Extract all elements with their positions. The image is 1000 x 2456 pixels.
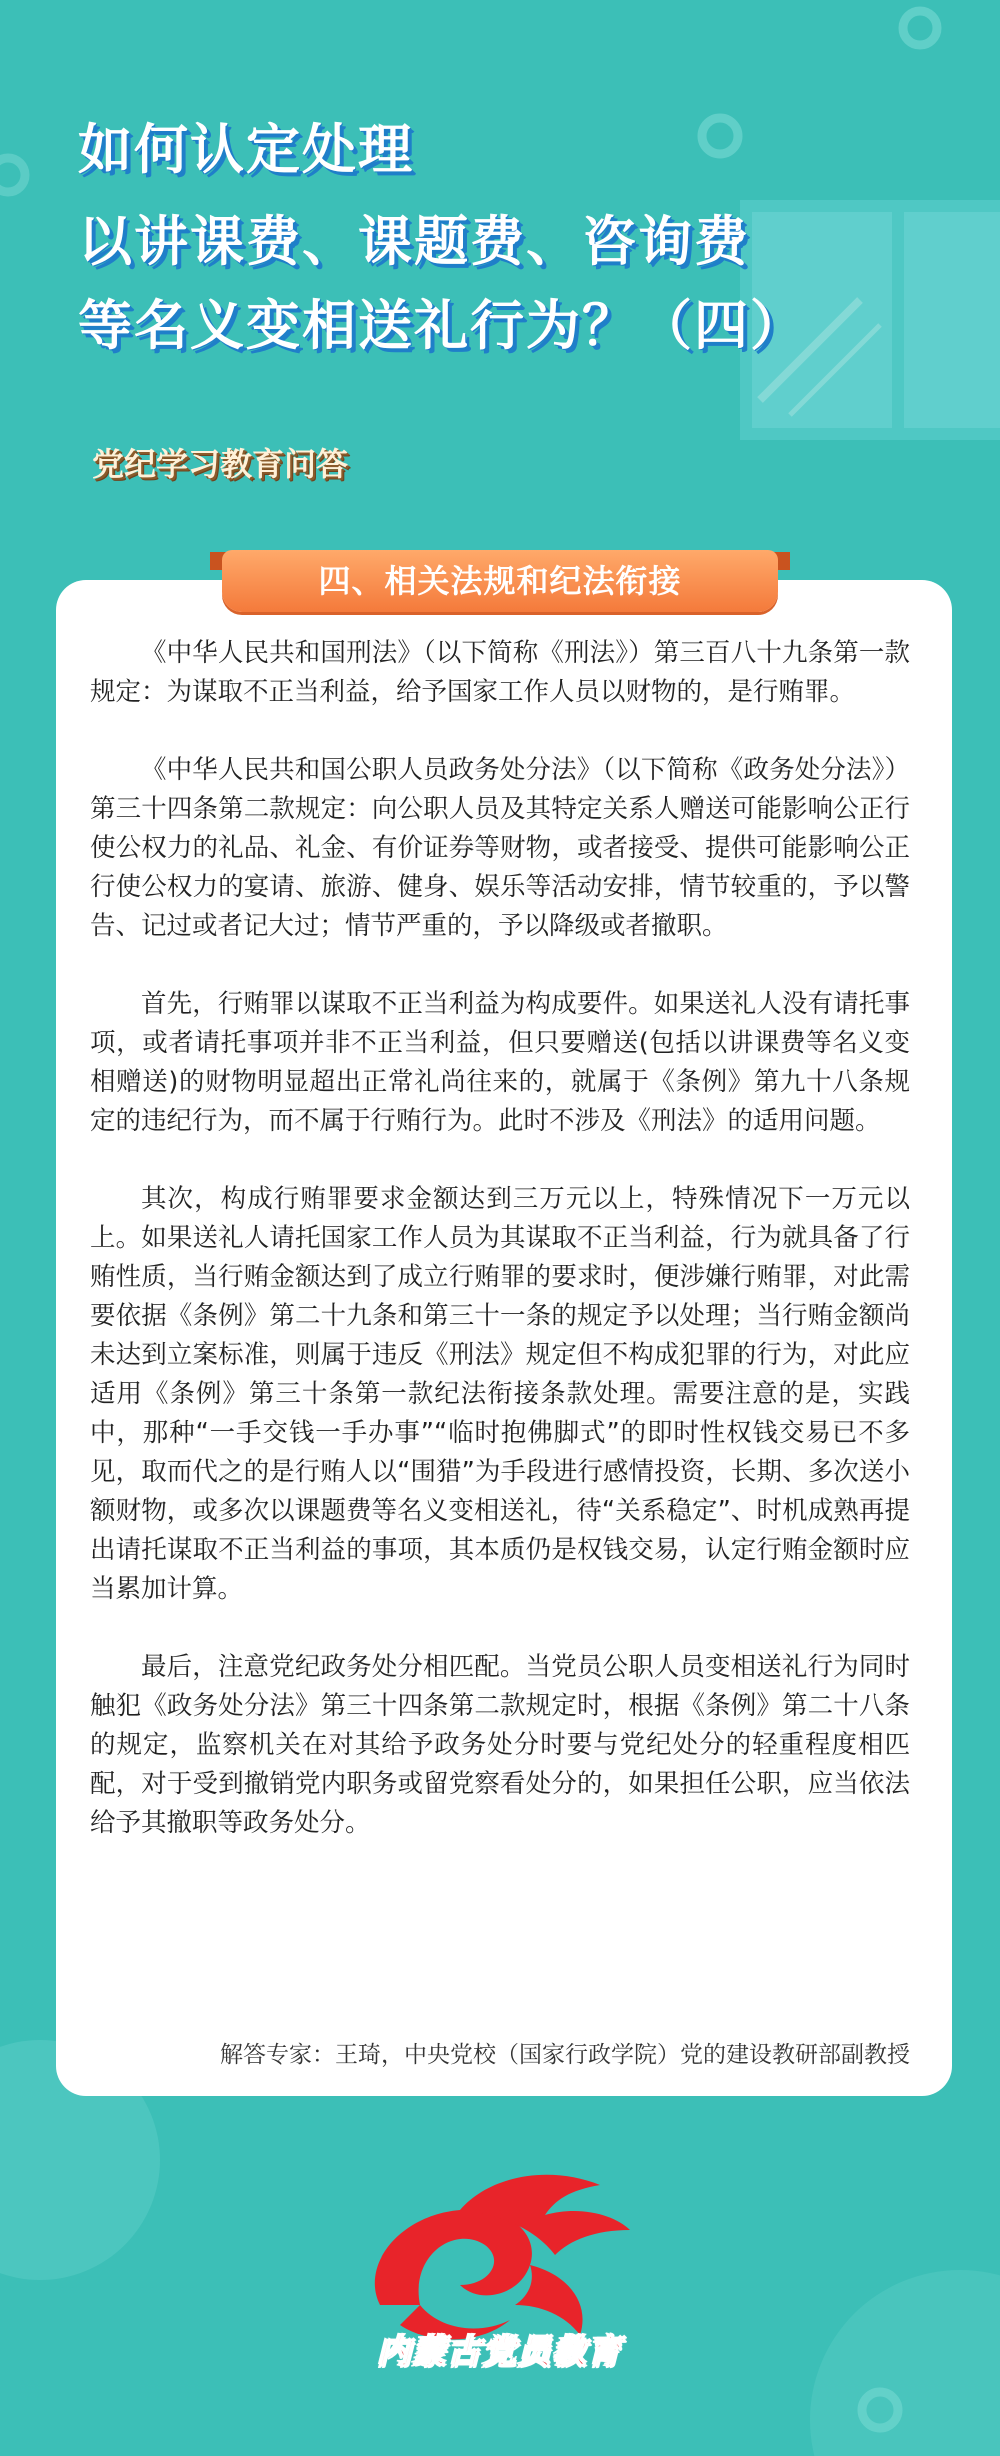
paragraph-criminal-law: 《中华人民共和国刑法》（以下简称《刑法》）第三百八十九条第一款规定：为谋取不正当利益，给予国家工作人员以财物的，是行贿罪。 [90,638,910,707]
expert-credit: 解答专家：王琦，中央党校（国家行政学院）党的建设教研部副教授 [220,2042,910,2068]
article-body [90,634,910,1882]
page-subtitle: 党纪学习教育问答 [92,445,349,483]
page-title-line-1: 如何认定处理 [78,118,414,181]
paragraph-second: 其次，构成行贿罪要求金额达到三万元以上，特殊情况下一万元以上。如果送礼人请托国家工作人员为其谋取不正当利益，行为就具备了行贿性质，当行贿金额达到了成立行贿罪的要求时，便涉嫌行贿罪，对此需要依据《条例》第二十九条和第三十一条的规定予以处理；当行贿金额尚未达到立案标准，则属于违反《刑法》规定但不构成犯罪的行为，对此应适用《条例》第三十条第一款纪法衔接条款处理。需要注意的是，实践中，那种“一手交钱一手办事”“临时抱佛脚式”的即时性权钱交易已不多见，取而代之的是行贿人以“围猎”为手段进行感情投资，长期、多次送小额财物，或多次以课题费等名义变相送礼，待“关系稳定”、时机成熟再提出请托谋取不正当利益的事项，其本质仍是权钱交易，认定行贿金额时应当累加计算。 [90,1184,910,1604]
page-title-line-3: 等名义变相送礼行为？（四） [78,294,806,357]
paragraph-first: 首先，行贿罪以谋取不正当利益为构成要件。如果送礼人没有请托事项，或者请托事项并非不正当利益，但只要赠送(包括以讲课费等名义变相赠送)的财物明显超出正常礼尚往来的，就属于《条例》第九十八条规定的违纪行为，而不属于行贿行为。此时不涉及《刑法》的适用问题。 [90,989,910,1136]
page-title-line-2: 以讲课费、课题费、咨询费 [78,210,750,273]
party-education-logo-icon [340,2155,660,2355]
paragraph-sanction-law: 《中华人民共和国公职人员政务处分法》（以下简称《政务处分法》）第三十四条第二款规定：向公职人员及其特定关系人赠送可能影响公正行使公权力的礼品、礼金、有价证券等财物，或者接受、提供可能影响公正行使公权力的宴请、旅游、健身、娱乐等活动安排，情节较重的，予以警告、记过或者记大过；情节严重的，予以降级或者撤职。 [90,755,910,941]
section-heading: 四、相关法规和纪法衔接 [318,562,682,600]
logo-text: 内蒙古党员教育 [377,2332,623,2371]
paragraph-last: 最后，注意党纪政务处分相匹配。当党员公职人员变相送礼行为同时触犯《政务处分法》第三十四条第二款规定时，根据《条例》第二十八条的规定，监察机关在对其给予政务处分时要与党纪处分的轻重程度相匹配，对于受到撤销党内职务或留党察看处分的，如果担任公职，应当依法给予其撤职等政务处分。 [90,1652,910,1838]
